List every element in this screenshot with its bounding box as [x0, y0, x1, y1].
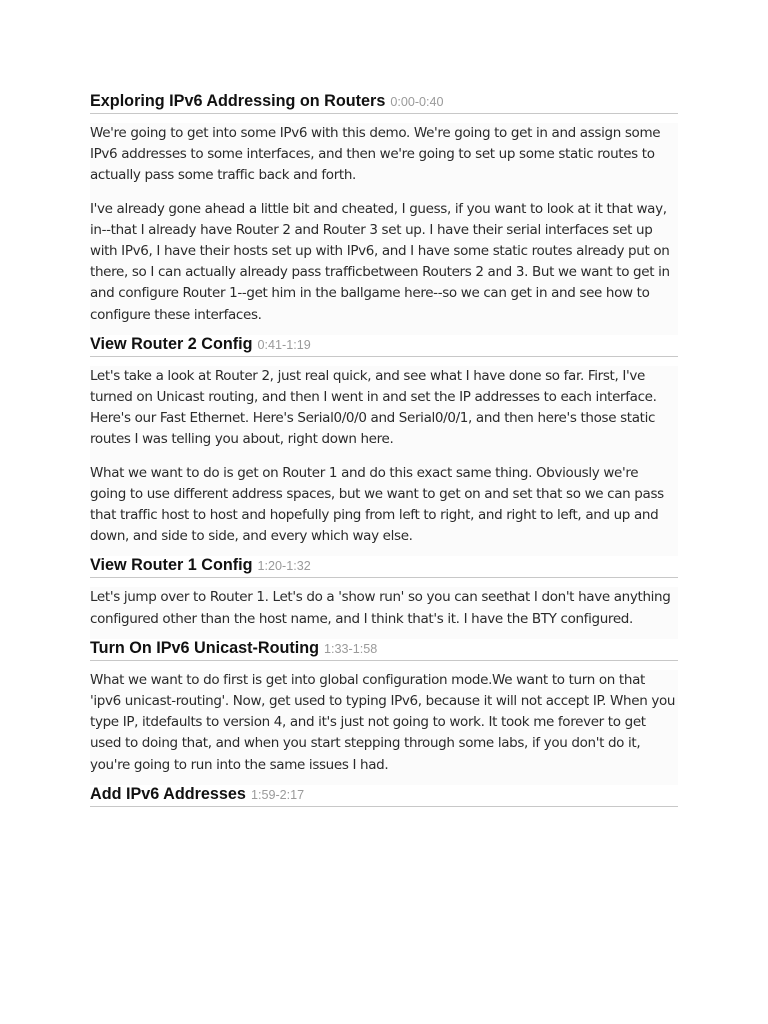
document-page	[90, 82, 678, 816]
paragraph: I've already gone ahead a little bit and cheated, I guess, if you want to look at it that way, in--that I already have Router 2 and Router 3 set up. I have their serial interfaces set up with IPv6, I have their hosts set up with IPv6, and I have some static routes already put on there, so I can actually already pass trafficbetween Routers 2 and 3. But we want to get in and configure Router 1--get him in the ballgame here--so we can get in and see how to configure these interfaces.	[90, 200, 670, 323]
section-turn-on-ipv6-unicast-routing	[90, 639, 678, 785]
section-header	[90, 335, 678, 357]
section-header	[90, 556, 678, 578]
section-header	[90, 92, 678, 114]
section-body	[90, 670, 678, 785]
section-body	[90, 366, 678, 557]
section-view-router-1-config	[90, 556, 678, 638]
section-title: View Router 1 Config	[90, 556, 253, 575]
paragraph: Let's take a look at Router 2, just real quick, and see what I have done so far. First, I've turned on Unicast routing, and then I went in and set the IP addresses to each interface. Here's our Fast Ethernet. Here's Serial0/0/0 and Serial0/0/1, and then here's those static routes I was telling you about, right down here.	[90, 367, 657, 448]
section-view-router-2-config	[90, 335, 678, 557]
section-timestamp: 1:20-1:32	[257, 559, 311, 574]
paragraph: What we want to do is get on Router 1 and do this exact same thing. Obviously we're going to use different address spaces, but we want to get on and set that so we can pass that traffic host to host and hopefully ping from left to right, and right to left, and up and down, and side to side, and every which way else.	[90, 464, 664, 545]
section-exploring-ipv6	[90, 92, 678, 335]
section-title: Add IPv6 Addresses	[90, 784, 246, 803]
section-body	[90, 123, 678, 335]
section-title: View Router 2 Config	[90, 334, 253, 353]
paragraph: What we want to do first is get into global configuration mode.We want to turn on that 'ipv6 unicast-routing'. Now, get used to typing IPv6, because it will not accept IP. When you type IP, itdefaults to version 4, and it's just not going to work. It took me forever to get used to doing that, and when you start stepping through some labs, if you don't do it, you're going to run into the same issues I had.	[90, 671, 676, 773]
section-header	[90, 639, 678, 661]
section-timestamp: 1:59-2:17	[250, 787, 305, 802]
section-header	[90, 785, 678, 807]
section-title: Turn On IPv6 Unicast-Routing	[90, 638, 320, 657]
section-title: Exploring IPv6 Addressing on Routers	[90, 92, 386, 110]
section-body	[90, 587, 678, 638]
paragraph: We're going to get into some IPv6 with this demo. We're going to get in and assign some IPv6 addresses to some interfaces, and then we're going to set up some static routes to actually pass some traffic back and forth.	[90, 125, 661, 184]
section-timestamp: 1:33-1:58	[324, 641, 378, 656]
section-timestamp: 0:41-1:19	[257, 337, 311, 352]
paragraph: Let's jump over to Router 1. Let's do a 'show run' so you can seethat I don't have anything configured other than the host name, and I think that's it. I have the BTY configured.	[90, 589, 671, 627]
section-add-ipv6-addresses	[90, 785, 678, 807]
section-timestamp: 0:00-0:40	[390, 95, 444, 109]
